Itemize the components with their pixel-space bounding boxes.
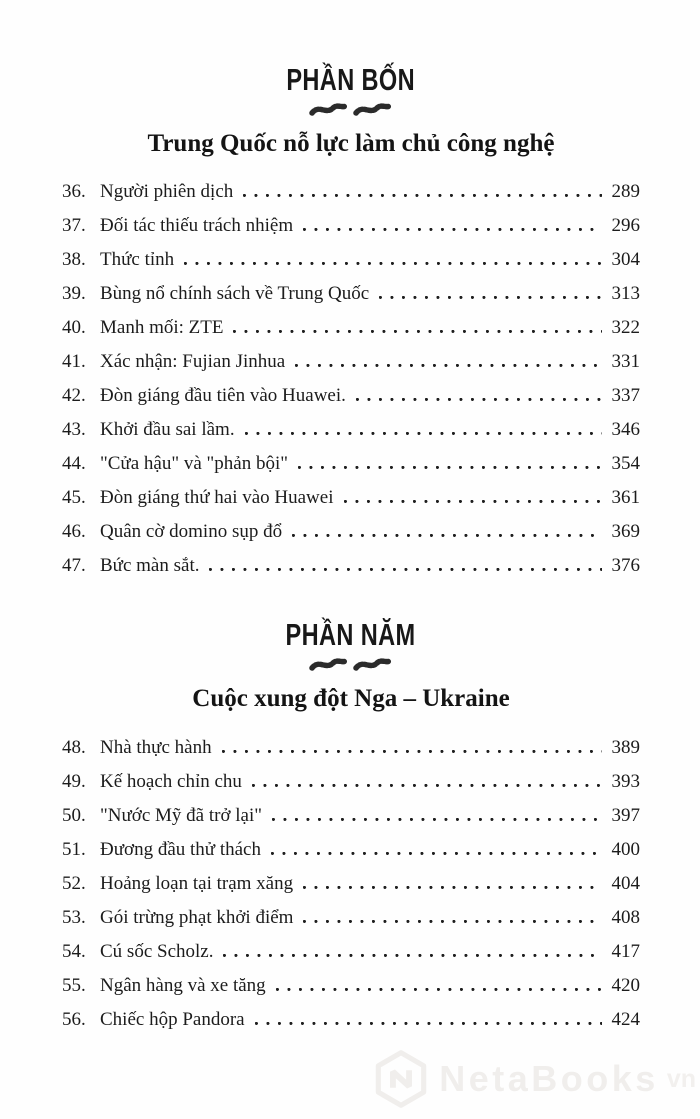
watermark-brand-text: NetaBooks bbox=[439, 1058, 659, 1099]
toc-entry bbox=[62, 317, 640, 351]
toc-entry bbox=[62, 283, 640, 317]
toc-entry-number: 43. bbox=[62, 419, 86, 441]
dot-leader bbox=[222, 744, 602, 753]
toc-entry-title: Đương đầu thử thách bbox=[100, 838, 261, 860]
dot-leader bbox=[379, 290, 602, 299]
toc-entry bbox=[62, 419, 640, 453]
dot-leader bbox=[344, 494, 603, 503]
toc-entry-page: 400 bbox=[611, 838, 640, 860]
dot-leader bbox=[295, 358, 602, 367]
toc-entry-number: 50. bbox=[62, 804, 86, 826]
toc-entry-number: 36. bbox=[62, 181, 86, 203]
dot-leader bbox=[303, 914, 602, 923]
dot-leader bbox=[243, 188, 602, 197]
netabooks-hexagon-n-logo-icon bbox=[373, 1049, 429, 1109]
toc-entry-page: 369 bbox=[611, 521, 640, 543]
toc-entry-title: "Nước Mỹ đã trở lại" bbox=[100, 804, 262, 826]
part-label-text: PHẦN BỐN bbox=[286, 62, 416, 97]
toc-entry-page: 354 bbox=[611, 453, 640, 475]
toc-entry-number: 44. bbox=[62, 453, 86, 475]
watermark-suffix-text: vn bbox=[666, 1064, 696, 1093]
toc-entry-number: 56. bbox=[62, 1008, 86, 1030]
toc-entry-title: Khởi đầu sai lầm. bbox=[100, 419, 235, 441]
toc-entry-page: 313 bbox=[611, 283, 640, 305]
toc-entry bbox=[62, 975, 640, 1009]
toc-entry-number: 37. bbox=[62, 215, 86, 237]
toc-entry-title: Chiếc hộp Pandora bbox=[100, 1008, 245, 1030]
toc-entry-page: 389 bbox=[611, 736, 640, 758]
toc-entry-number: 48. bbox=[62, 736, 86, 758]
toc-entries bbox=[62, 737, 640, 1043]
toc-entry-page: 404 bbox=[611, 872, 640, 894]
part-label-text: PHẦN NĂM bbox=[285, 617, 417, 653]
dot-leader bbox=[356, 392, 602, 401]
dot-leader bbox=[271, 846, 602, 855]
toc-entry-title: Thức tỉnh bbox=[100, 249, 175, 271]
toc-entry bbox=[62, 215, 640, 249]
toc-entry-page: 424 bbox=[611, 1008, 640, 1030]
toc-entry-title: Đòn giáng thứ hai vào Huawei bbox=[100, 487, 334, 509]
toc-entry bbox=[62, 487, 640, 521]
toc-entry-title: Kế hoạch chỉn chu bbox=[100, 770, 242, 792]
part-label bbox=[62, 617, 640, 653]
part-label bbox=[62, 64, 640, 95]
toc-entry bbox=[62, 385, 640, 419]
toc-entry-title: Xác nhận: Fujian Jinhua bbox=[100, 351, 286, 373]
toc-entry-title: Bức màn sắt. bbox=[100, 555, 200, 577]
toc-entry-page: 397 bbox=[611, 804, 640, 826]
toc-entry-number: 45. bbox=[62, 487, 86, 509]
toc-entry bbox=[62, 839, 640, 873]
toc-entry-page: 420 bbox=[611, 974, 640, 996]
toc-entry-page: 393 bbox=[611, 770, 640, 792]
toc-entry bbox=[62, 941, 640, 975]
toc-entry-page: 289 bbox=[611, 181, 640, 203]
toc-entry-number: 42. bbox=[62, 385, 86, 407]
toc-entry-number: 47. bbox=[62, 555, 86, 577]
toc-entry-page: 304 bbox=[611, 249, 640, 271]
toc-entry bbox=[62, 351, 640, 385]
toc-entry-page: 346 bbox=[611, 419, 640, 441]
toc-entry-title: Hoảng loạn tại trạm xăng bbox=[100, 872, 294, 894]
dot-leader bbox=[276, 982, 602, 991]
toc-entry-page: 408 bbox=[611, 906, 640, 928]
section-title: Cuộc xung đột Nga – Ukraine bbox=[192, 685, 510, 713]
dot-leader bbox=[245, 426, 602, 435]
toc-entry-number: 53. bbox=[62, 906, 86, 928]
toc-entry-title: Quân cờ domino sụp đổ bbox=[100, 521, 283, 543]
toc-entry-title: Ngân hàng và xe tăng bbox=[100, 974, 266, 996]
toc-entry bbox=[62, 521, 640, 555]
toc-entry-title: Bùng nổ chính sách về Trung Quốc bbox=[100, 283, 370, 305]
toc-entry-title: Đòn giáng đầu tiên vào Huawei. bbox=[100, 385, 346, 407]
toc-entry-title: Gói trừng phạt khởi điểm bbox=[100, 906, 294, 928]
dot-leader bbox=[303, 222, 602, 231]
section-divider-ornament-icon bbox=[62, 102, 640, 118]
dot-leader bbox=[303, 880, 602, 889]
toc-entry-number: 49. bbox=[62, 770, 86, 792]
dot-leader bbox=[252, 778, 602, 787]
toc-entry-page: 331 bbox=[611, 351, 640, 373]
toc-entry bbox=[62, 737, 640, 771]
toc-entries bbox=[62, 181, 640, 589]
netabooks-watermark bbox=[373, 1049, 696, 1109]
toc-section bbox=[62, 64, 640, 589]
toc-entry-title: Đối tác thiếu trách nhiệm bbox=[100, 215, 294, 237]
toc-entry-title: Cú sốc Scholz. bbox=[100, 940, 214, 962]
toc-entry-number: 55. bbox=[62, 974, 86, 996]
toc-entry-page: 361 bbox=[611, 487, 640, 509]
toc-entry-page: 376 bbox=[611, 555, 640, 577]
toc-entry-page: 296 bbox=[611, 215, 640, 237]
toc-entry-page: 322 bbox=[611, 317, 640, 339]
toc-entry bbox=[62, 181, 640, 215]
section-divider-ornament-icon bbox=[62, 657, 640, 673]
dot-leader bbox=[298, 460, 602, 469]
toc-entry-number: 40. bbox=[62, 317, 86, 339]
toc-entry-number: 41. bbox=[62, 351, 86, 373]
dot-leader bbox=[184, 256, 602, 265]
toc-entry bbox=[62, 771, 640, 805]
toc-entry-page: 417 bbox=[611, 940, 640, 962]
dot-leader bbox=[272, 812, 602, 821]
toc-entry bbox=[62, 805, 640, 839]
toc-entry bbox=[62, 907, 640, 941]
dot-leader bbox=[223, 948, 602, 957]
dot-leader bbox=[292, 528, 602, 537]
toc-entry bbox=[62, 453, 640, 487]
dot-leader bbox=[209, 562, 602, 571]
toc-entry-title: "Cửa hậu" và "phản bội" bbox=[100, 453, 289, 475]
toc-entry-number: 38. bbox=[62, 249, 86, 271]
toc-entry bbox=[62, 555, 640, 589]
toc-entry-number: 52. bbox=[62, 872, 86, 894]
toc-entry bbox=[62, 249, 640, 283]
toc-entry-title: Người phiên dịch bbox=[100, 181, 234, 203]
toc-entry-number: 51. bbox=[62, 838, 86, 860]
toc-entry-number: 54. bbox=[62, 940, 86, 962]
dot-leader bbox=[255, 1016, 602, 1025]
toc-entry-title: Nhà thực hành bbox=[100, 736, 212, 758]
toc-entry-page: 337 bbox=[611, 385, 640, 407]
toc-entry bbox=[62, 873, 640, 907]
table-of-contents bbox=[62, 64, 640, 1043]
toc-section bbox=[62, 619, 640, 1042]
dot-leader bbox=[233, 324, 602, 333]
toc-entry bbox=[62, 1009, 640, 1043]
section-title: Trung Quốc nỗ lực làm chủ công nghệ bbox=[147, 130, 555, 157]
toc-entry-number: 39. bbox=[62, 283, 86, 305]
toc-entry-title: Manh mối: ZTE bbox=[100, 317, 224, 339]
toc-entry-number: 46. bbox=[62, 521, 86, 543]
